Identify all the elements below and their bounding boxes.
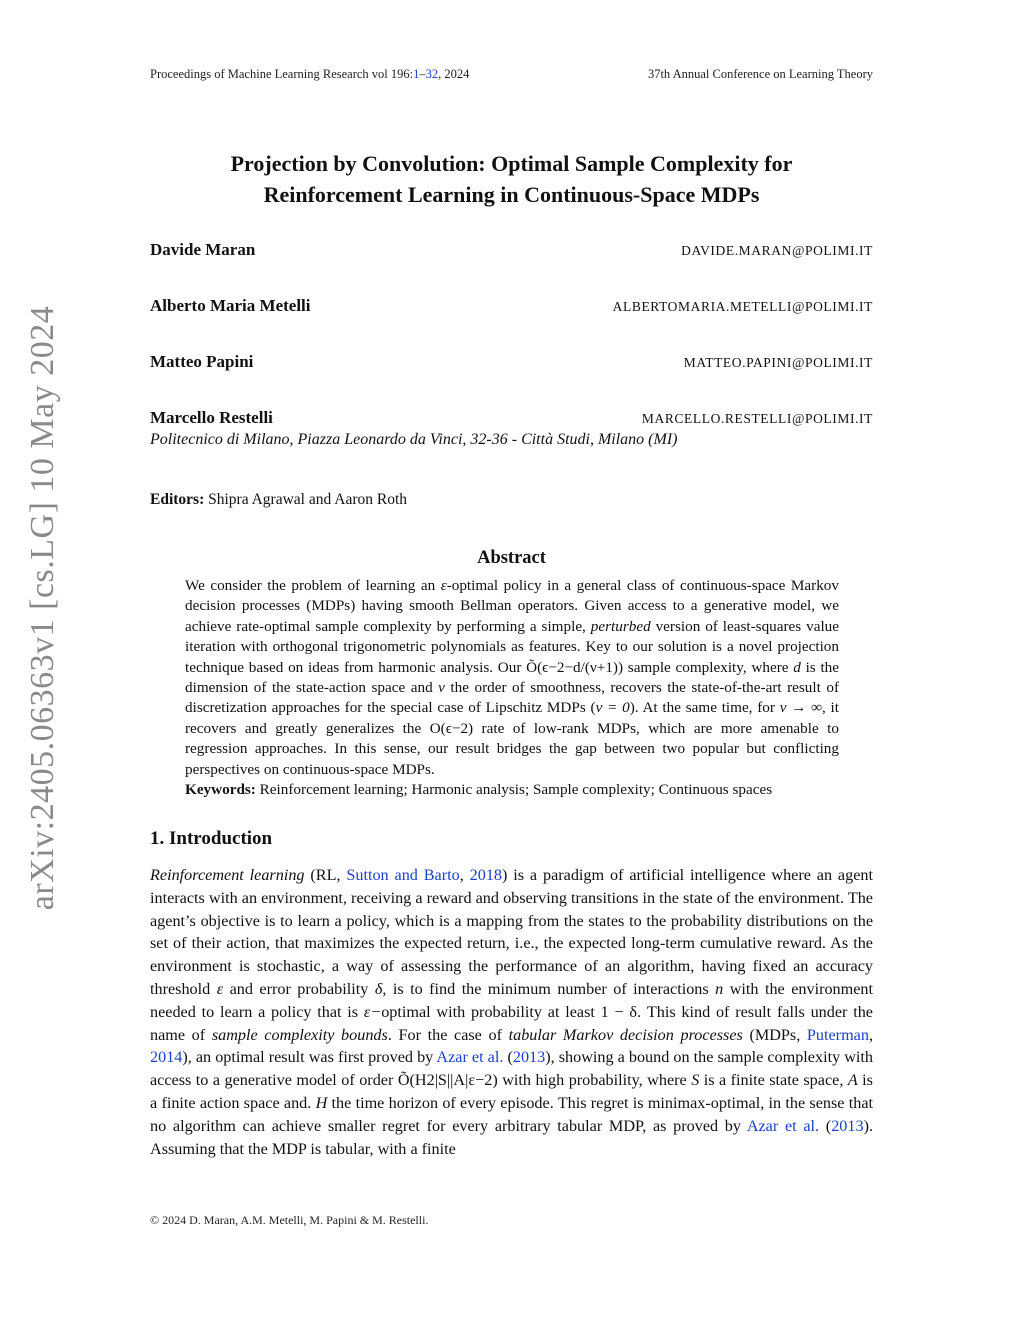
citation-azar-1[interactable]: Azar et al. [436, 1048, 504, 1067]
author-email-2: ALBERTOMARIA.METELLI@POLIMI.IT [612, 299, 873, 314]
citation-azar-2[interactable]: Azar et al. [746, 1116, 820, 1135]
last-page-link[interactable]: 32 [425, 67, 439, 81]
paper-title [150, 148, 873, 210]
abstract-heading: Abstract [477, 548, 546, 568]
affiliation: Politecnico di Milano, Piazza Leonardo da Vinci, 32-36 - Città Studi, Milano (MI) [150, 431, 678, 448]
keywords-label: Keywords: [185, 781, 256, 799]
author-name-1: Davide Maran [150, 240, 256, 259]
arxiv-stamp-text: arXiv:2405.06363v1 [cs.LG] 10 May 2024 [24, 305, 61, 911]
citation-sutton-barto[interactable]: Sutton and Barto [346, 866, 460, 884]
editors-line [150, 491, 407, 509]
citation-azar-2-year[interactable]: 2013 [831, 1116, 864, 1135]
first-page-link[interactable]: 1 [413, 67, 420, 81]
keywords-line [185, 780, 839, 800]
citation-azar-1-year[interactable]: 2013 [512, 1048, 546, 1067]
introduction-paragraph: Reinforcement learning (RL, Sutton and Barto, 2018) is a paradigm of artificial intelligence where an agent interacts with an environment, receiving a reward and observing transitions in the state of the environment. The agent’s objective is to learn a policy, which is a mapping from the states to the probability distributions on the set of their action, that maximizes the expected return, i.e., the expected long-term cumulative reward. As the environment is stochastic, a way of assessing the performance of an algorithm, having fixed an accuracy threshold ε and error probability δ, is to find the minimum number of interactions n with the environment needed to learn a policy that is ε−optimal with probability at least 1 − δ. This kind of result falls under the name of sample complexity bounds. For the case of tabular Markov decision processes (MDPs, Puterman, 2014), an optimal result was first proved by Azar et al. (2013), showing a bound on the sample complexity with access to a generative model of order Õ(H2|S||A|ε−2) with high probability, where S is a finite state space, A is a finite action space and. H the time horizon of every episode. This regret is minimax-optimal, in the sense that no algorithm can achieve smaller regret for every arbitrary tabular MDP, as proved by Azar et al. (2013). Assuming that the MDP is tabular, with a finite [150, 866, 874, 1158]
author-name-3: Matteo Papini [150, 352, 254, 371]
author-name-2: Alberto Maria Metelli [150, 296, 311, 315]
citation-sutton-barto-year[interactable]: 2018 [469, 866, 503, 884]
introduction-body [150, 864, 873, 1160]
running-header-right: 37th Annual Conference on Learning Theory [647, 67, 873, 81]
author-email-1: DAVIDE.MARAN@POLIMI.IT [681, 243, 873, 258]
citation-puterman-year[interactable]: 2014 [150, 1048, 183, 1067]
author-email-3: MATTEO.PAPINI@POLIMI.IT [683, 355, 873, 370]
abstract-paragraph: We consider the problem of learning an ε-optimal policy in a general class of continuous-space Markov decision processes (MDPs) having smooth Bellman operators. Given access to a generative model, we achieve rate-optimal sample complexity by performing a simple, perturbed version of least-squares value iteration with orthogonal trigonometric polynomials as features. Key to our solution is a novel projection technique based on ideas from harmonic analysis. Our Õ(ϵ−2−d/(ν+1)) sample complexity, where d is the dimension of the state-action space and ν the order of smoothness, recovers the state-of-the-art result of discretization approaches for the special case of Lipschitz MDPs (ν = 0). At the same time, for ν → ∞, it recovers and greatly generalizes the O(ϵ−2) rate of low-rank MDPs, which are more amenable to regression approaches. In this sense, our result bridges the gap between two popular but conflicting perspectives on continuous-space MDPs. [185, 577, 839, 778]
author-email-4: MARCELLO.RESTELLI@POLIMI.IT [641, 411, 873, 426]
rate-formula-1: Õ(ϵ−2−d/(ν+1)) [526, 658, 624, 676]
rate-formula-tabular: Õ(H2|S||A|ε−2) [397, 1071, 498, 1090]
abstract-body [185, 576, 839, 800]
citation-puterman[interactable]: Puterman [806, 1025, 869, 1044]
running-header-left: Proceedings of Machine Learning Research vol 196:1–32, 2024 [150, 67, 470, 81]
title-line-1: Projection by Convolution: Optimal Sample Complexity for [230, 151, 793, 176]
keywords-list: Reinforcement learning; Harmonic analysis; Sample complexity; Continuous spaces [259, 781, 773, 799]
title-line-2: Reinforcement Learning in Continuous-Space MDPs [263, 182, 760, 207]
editors-label: Editors: [150, 491, 205, 508]
editors-names: Shipra Agrawal and Aaron Roth [208, 491, 408, 508]
rate-formula-2: O(ϵ−2) [429, 719, 474, 737]
copyright-footer: © 2024 D. Maran, A.M. Metelli, M. Papini & M. Restelli. [150, 1213, 429, 1227]
author-name-4: Marcello Restelli [150, 408, 273, 427]
section-heading-introduction: 1. Introduction [150, 828, 273, 849]
